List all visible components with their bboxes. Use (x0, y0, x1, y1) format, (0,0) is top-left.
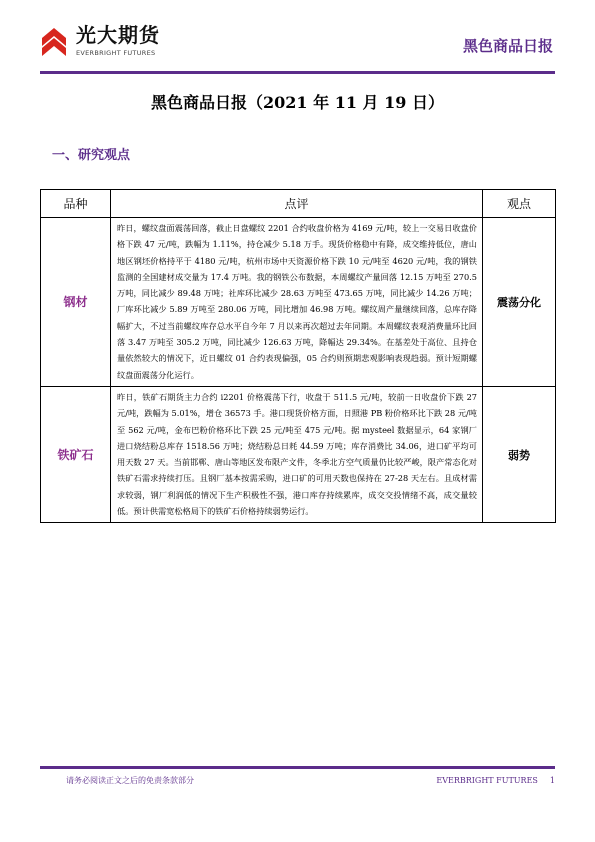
view-cell: 震荡分化 (483, 218, 556, 387)
section-title: 一、研究观点 (52, 148, 131, 163)
everbright-logo-icon (40, 24, 68, 58)
variety-cell: 铁矿石 (41, 386, 111, 522)
footer-company: EVERBRIGHT FUTURES (436, 776, 538, 785)
page-number: 1 (549, 776, 555, 785)
header-view: 观点 (483, 190, 556, 218)
table-row (41, 218, 556, 387)
logo-english-name: EVERBRIGHT FUTURES (76, 49, 156, 57)
footer-right (436, 775, 555, 787)
report-name: 黑色商品日报 (462, 37, 553, 55)
research-table (40, 189, 556, 523)
header-divider (40, 71, 555, 74)
company-logo (40, 22, 240, 64)
table-header-row (41, 190, 556, 218)
logo-chinese-name: 光大期货 (76, 23, 160, 47)
footer-divider (40, 766, 555, 769)
variety-cell: 钢材 (41, 218, 111, 387)
header-comment: 点评 (111, 190, 483, 218)
header-variety: 品种 (41, 190, 111, 218)
table-row (41, 386, 556, 522)
comment-cell: 昨日，螺纹盘面震荡回落，截止日盘螺纹 2201 合约收盘价格为 4169 元/吨，较上一交易日收盘价格下跌 47 元/吨，跌幅为 1.11%，持仓减少 5.18 万手。现货价格稳中有降，成交维持低位，唐山地区钢坯价格持平于 4180 元/吨，杭州市场中天资源价格下跌 10 元/吨至 4620 元/吨，我的钢铁监测的全国建材成交量为 17.4 万吨。我的钢铁公布数据，本周螺纹产量回落 12.15 万吨至 270.5 万吨，同比减少 89.48 万吨；社库环比减少 28.63 万吨至 473.65 万吨，同比减少 14.26 万吨；厂库环比减少 5.89 万吨至 280.06 万吨，同比增加 46.98 万吨。螺纹周产量继续回落，总库存降幅扩大，不过当前螺纹库存总水平自今年 7 月以来再次超过去年同期。本周螺纹表观消费量环比回落 3.47 万吨至 305.2 万吨，同比减少 126.63 万吨，降幅达 29.34%。在基差处于高位、且持仓量依然较大的情况下，近日螺纹 01 合约表现偏强，05 合约则预期悲观影响表现趋弱。预计短期螺纹盘面震荡分化运行。 (111, 218, 483, 387)
view-cell: 弱势 (483, 386, 556, 522)
document-title: 黑色商品日报（2021 年 11 月 19 日） (151, 93, 444, 112)
comment-cell: 昨日，铁矿石期货主力合约 i2201 价格震荡下行，收盘于 511.5 元/吨，较前一日收盘价下跌 27 元/吨，跌幅为 5.01%，增仓 36573 手。港口现货价格方面，日照港 PB 粉价格环比下跌 28 元/吨至 562 元/吨，金布巴粉价格环比下跌 25 元/吨至 475 元/吨。据 mysteel 数据显示，64 家钢厂进口烧结粉总库存 1518.56 万吨；烧结粉总日耗 44.59 万吨；库存消费比 34.06，进口矿平均可用天数 27 天。当前邯郸、唐山等地区发布限产文件，冬季北方空气质量仍比较严峻，限产常态化对铁矿石需求持续打压。且钢厂基本按需采购，进口矿的可用天数也保持在 27-28 天左右。且成材需求较弱，钢厂利润低的情况下生产积极性不强，港口库存持续累库，成交交投情绪不高，成交量较低。预计供需宽松格局下的铁矿石价格持续弱势运行。 (111, 386, 483, 522)
page-header (40, 22, 555, 70)
footer-disclaimer: 请务必阅读正文之后的免责条款部分 (66, 776, 194, 785)
